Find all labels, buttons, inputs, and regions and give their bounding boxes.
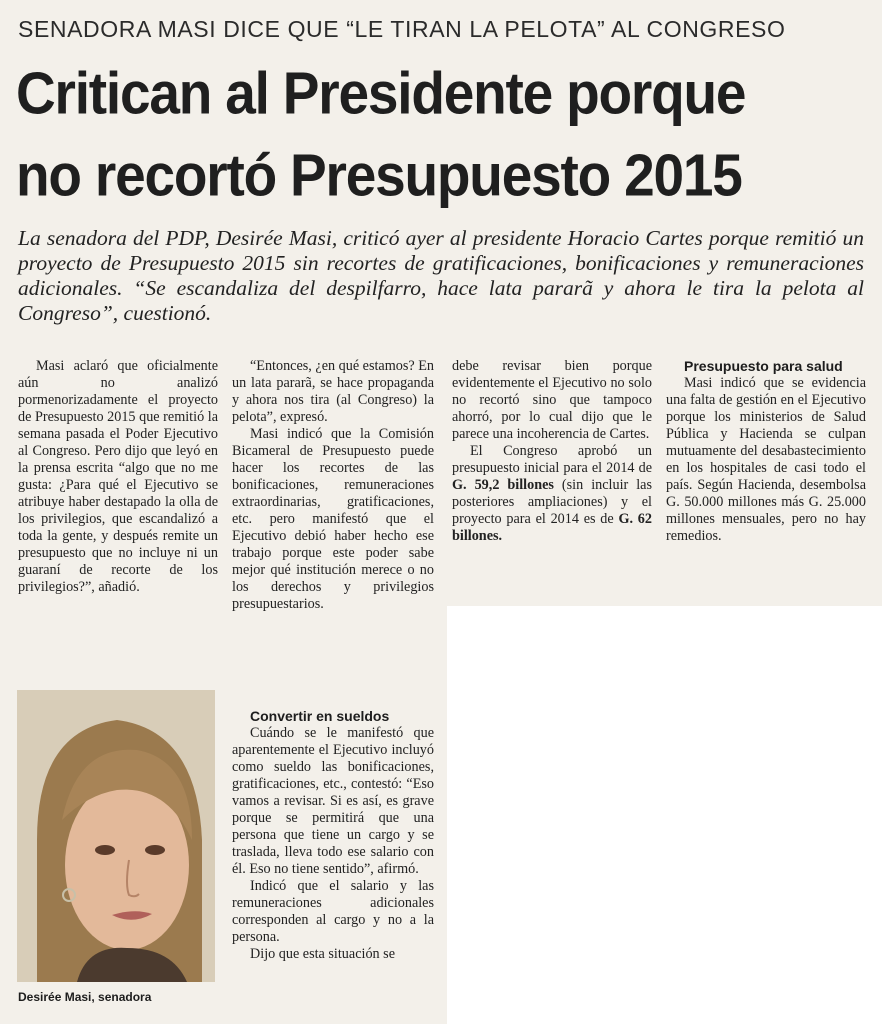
column-4 xyxy=(666,358,866,545)
column-2 xyxy=(232,358,434,613)
portrait-illustration xyxy=(17,690,215,982)
column-2-lower-paragraph-1: Cuándo se le manifestó que aparentemente el Ejecutivo incluyó como sueldo las bonificaciones, gratificaciones, etc., contestó: “Eso vamos a revisar. Si es así, es grave porque se permitirá que una persona que tiene un cargo y se traslada, lleva todo ese salario con él. Eso no tiene sentido”, afirmó. xyxy=(232,725,434,877)
column-2-lower-paragraph-2: Indicó que el salario y las remuneraciones adicionales corresponden al cargo y no a la persona. xyxy=(232,878,434,945)
headline-line-1: Critican al Presidente porque xyxy=(16,59,746,127)
budget-project-value: G. 62 billones. xyxy=(452,511,652,544)
blank-area xyxy=(447,606,882,1024)
portrait-photo xyxy=(17,690,215,982)
kicker: SENADORA MASI DICE QUE “LE TIRAN LA PELOTA” AL CONGRESO xyxy=(18,16,786,42)
subhead-convertir: Convertir en sueldos xyxy=(250,708,390,724)
column-2-paragraph-1: “Entonces, ¿en qué estamos? En un lata pararã, se hace propaganda y ahora nos tira (al Congreso) la pelota”, expresó. xyxy=(232,358,434,425)
headline xyxy=(16,52,876,216)
column-2-lower-paragraph-3: Dijo que esta situación se xyxy=(250,946,395,962)
subhead-salud: Presupuesto para salud xyxy=(684,358,843,374)
column-3-text-c: (sin incluir las posteriores ampliaciones) y el proyecto para el 2014 es de xyxy=(452,477,653,527)
column-1 xyxy=(18,358,218,596)
column-2-paragraph-2: Masi indicó que la Comisión Bicameral de Presupuesto puede hacer los recortes de las bonificaciones, remuneraciones extraordinarias, gratificaciones, etc. pero manifestó que el Ejecutivo debió haber hecho ese trabajo porque este poder sabe mejor qué institución merece o no los derechos y privilegios presupuestarios. xyxy=(232,426,434,612)
column-3-paragraph-1: debe revisar bien porque evidentemente el Ejecutivo no solo no recortó sino que tampoco ahorró, por lo cual dijo que le parece una incoherencia de Cartes. xyxy=(452,358,652,442)
column-3-paragraph-2 xyxy=(452,443,652,545)
column-3-text-a: El Congreso aprobó un presupuesto inicial para el 2014 de xyxy=(452,443,652,476)
column-3 xyxy=(452,358,652,545)
column-2-lower xyxy=(232,708,434,963)
lead-paragraph: La senadora del PDP, Desirée Masi, criticó ayer al presidente Horacio Cartes porque remitió un proyecto de Presupuesto 2015 sin recortes de gratificaciones, bonificaciones y remuneraciones adicionales. “Se escandaliza del despilfarro, hace lata pararã y ahora le tira la pelota al Congreso”, cuestionó. xyxy=(18,226,864,325)
budget-2014-initial: G. 59,2 billones xyxy=(452,477,554,493)
headline-line-2: no recortó Presupuesto 2015 xyxy=(16,141,742,209)
column-4-paragraph: Masi indicó que se evidencia una falta de gestión en el Ejecutivo porque los ministerios de Salud Pública y Hacienda se culpan mutuamente del desabastecimiento en los hospitales de casi todo el país. Según Hacienda, desembolsa G. 50.000 millones más G. 25.000 millones mensuales, pero no hay remedios. xyxy=(666,375,866,544)
photo-caption: Desirée Masi, senadora xyxy=(18,990,152,1004)
column-1-paragraph: Masi aclaró que oficialmente aún no analizó pormenorizadamente el proyecto de Presupuesto 2015 que remitió la semana pasada el Poder Ejecutivo al Congreso. Pero dijo que leyó en la prensa escrita “algo que no me gusta: ¿Para qué el Ejecutivo se atribuye haber destapado la olla de los privilegios, que escandalizó a toda la gente, y después remite un presupuesto que no incluye ni un guaraní de recorte de los privilegios?”, añadió. xyxy=(18,358,218,595)
